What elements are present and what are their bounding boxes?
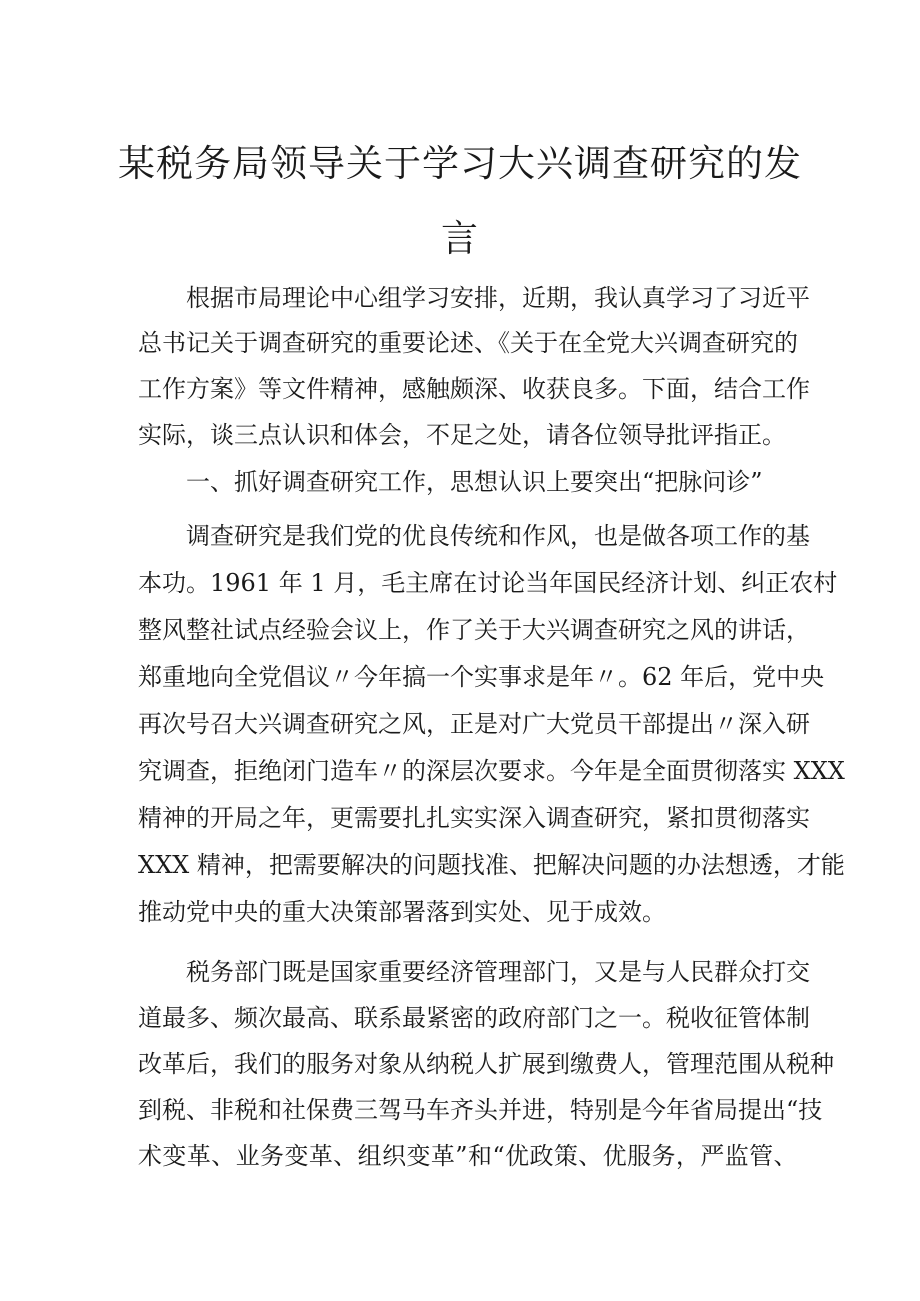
paragraph-1-line-3: 工作方案》等文件精神，感触颇深、收获良多。下面，结合工作 — [138, 375, 810, 403]
paragraph-2-line-6: 究调查，拒绝闭门造车〃的深层次要求。今年是全面贯彻落实 XXX — [138, 757, 845, 785]
paragraph-2-line-9: 推动党中央的重大决策部署落到实处、见于成效。 — [138, 898, 666, 926]
paragraph-2-line-1: 调查研究是我们党的优良传统和作风，也是做各项工作的基 — [186, 522, 810, 550]
paragraph-2-line-8: XXX 精神，把需要解决的问题找准、把解决问题的办法想透，才能 — [138, 851, 845, 879]
paragraph-3-line-1: 税务部门既是国家重要经济管理部门，又是与人民群众打交 — [186, 958, 810, 986]
section-heading-1: 一、抓好调查研究工作，思想认识上要突出“把脉问诊” — [186, 468, 763, 496]
paragraph-2-line-5: 再次号召大兴调查研究之风，正是对广大党员干部提出〃深入研 — [138, 710, 810, 738]
paragraph-2-line-4: 郑重地向全党倡议〃今年搞一个实事求是年〃。62 年后，党中央 — [138, 663, 825, 691]
paragraph-3-line-5: 术变革、业务变革、组织变革”和“优政策、优服务，严监管、 — [138, 1142, 798, 1170]
paragraph-3-line-3: 改革后，我们的服务对象从纳税人扩展到缴费人，管理范围从税种 — [138, 1050, 834, 1078]
paragraph-3-line-4: 到税、非税和社保费三驾马车齐头并进，特别是今年省局提出“技 — [138, 1096, 823, 1124]
paragraph-2-line-7: 精神的开局之年，更需要扎扎实实深入调查研究，紧扣贯彻落实 — [138, 804, 810, 832]
document-title-line-2: 言 — [441, 217, 479, 260]
paragraph-1-line-4: 实际，谈三点认识和体会，不足之处，请各位领导批评指正。 — [138, 421, 786, 449]
paragraph-1-line-2: 总书记关于调查研究的重要论述、《关于在全党大兴调查研究的 — [138, 329, 798, 357]
paragraph-1-line-1: 根据市局理论中心组学习安排，近期，我认真学习了习近平 — [186, 284, 810, 312]
document-title-line-1: 某税务局领导关于学习大兴调查研究的发 — [118, 142, 802, 185]
paragraph-2-line-3: 整风整社试点经验会议上，作了关于大兴调查研究之风的讲话， — [138, 616, 810, 644]
paragraph-3-line-2: 道最多、频次最高、联系最紧密的政府部门之一。税收征管体制 — [138, 1004, 810, 1032]
paragraph-2-line-2: 本功。1961 年 1 月，毛主席在讨论当年国民经济计划、纠正农村 — [138, 569, 838, 597]
